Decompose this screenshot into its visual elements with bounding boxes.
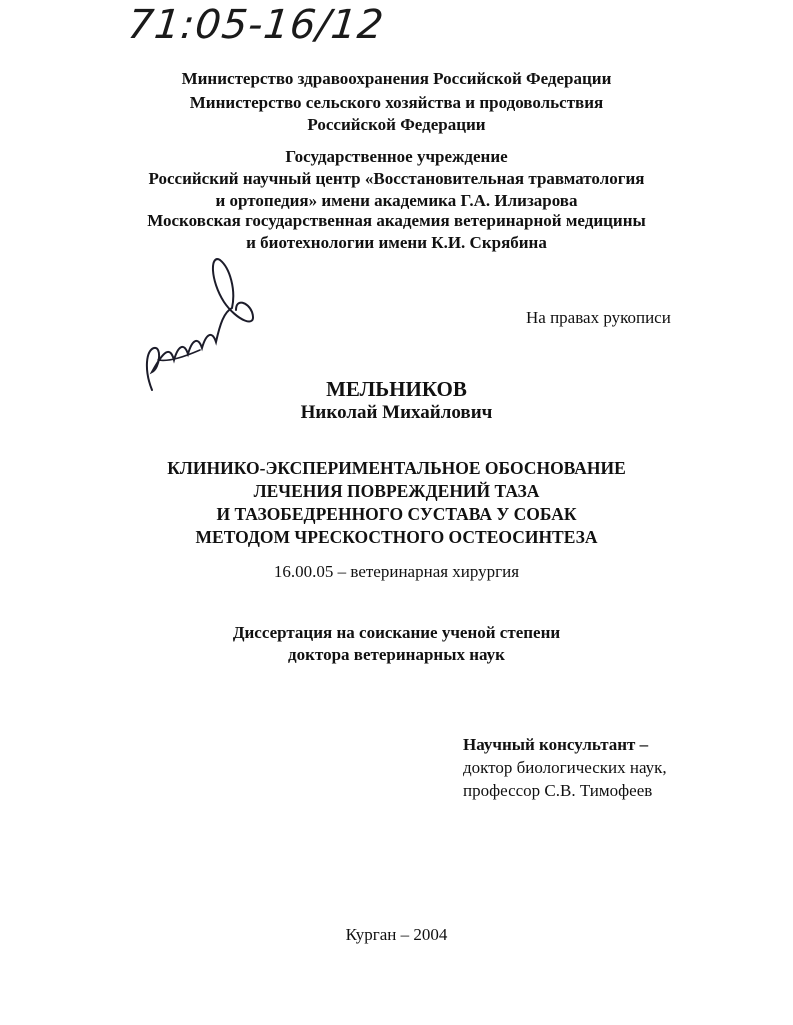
dissertation-degree <box>0 622 793 666</box>
title-line-1: КЛИНИКО-ЭКСПЕРИМЕНТАЛЬНОЕ ОБОСНОВАНИЕ <box>167 458 626 478</box>
institution-line-1: Государственное учреждение <box>285 147 508 166</box>
ministry-health: Министерство здравоохранения Российской Федерации <box>181 69 612 88</box>
academy-line-1: Московская государственная академия ветеринарной медицины <box>147 211 646 230</box>
consultant-name: профессор С.В. Тимофеев <box>463 781 653 800</box>
ministries-block <box>0 68 793 136</box>
specialty: 16.00.05 – ветеринарная хирургия <box>273 562 520 581</box>
institution-block <box>0 146 793 212</box>
rights-note: На правах рукописи <box>526 308 671 327</box>
institution-line-2: Российский научный центр «Восстановительная травматология <box>148 169 645 188</box>
ministry-agriculture: Министерство сельского хозяйства и продовольствия <box>189 93 604 112</box>
consultant-degree: доктор биологических наук, <box>463 758 667 777</box>
institution-line-3: и ортопедия» имени академика Г.А. Илизарова <box>215 191 578 210</box>
title-line-2: ЛЕЧЕНИЯ ПОВРЕЖДЕНИЙ ТАЗА <box>253 481 540 501</box>
consultant-block <box>463 733 667 802</box>
title-line-4: МЕТОДОМ ЧРЕСКОСТНОГО ОСТЕОСИНТЕЗА <box>195 527 598 547</box>
dissertation-title <box>0 457 793 549</box>
archive-number: 71:05-16/12 <box>125 2 387 48</box>
ministry-agriculture-cont: Российской Федерации <box>307 115 486 134</box>
title-line-3: И ТАЗОБЕДРЕННОГО СУСТАВА У СОБАК <box>216 504 577 524</box>
author-surname: МЕЛЬНИКОВ <box>326 377 467 401</box>
degree-line-2: доктора ветеринарных наук <box>288 645 505 664</box>
academy-line-2: и биотехнологии имени К.И. Скрябина <box>246 233 547 252</box>
degree-line-1: Диссертация на соискание ученой степени <box>232 623 561 642</box>
city-year: Курган – 2004 <box>345 925 448 944</box>
consultant-heading: Научный консультант – <box>463 735 649 754</box>
academy-block <box>0 210 793 254</box>
author-name: Николай Михайлович <box>300 402 493 423</box>
